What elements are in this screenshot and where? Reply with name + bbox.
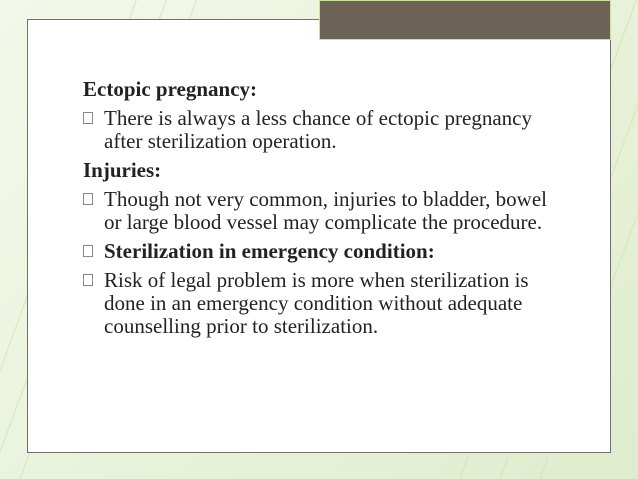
slide-title-bar bbox=[319, 0, 611, 40]
section-heading-ectopic: Ectopic pregnancy: bbox=[83, 77, 258, 101]
square-bullet-icon bbox=[83, 245, 93, 257]
bullet-item bbox=[83, 188, 563, 234]
bullet-item bbox=[83, 269, 563, 338]
bullet-text: Risk of legal problem is more when sterilization is done in an emergency condition without adequate counselling prior to sterilization. bbox=[104, 268, 529, 338]
bullet-item bbox=[83, 240, 563, 263]
square-bullet-icon bbox=[83, 274, 93, 286]
section-heading-injuries: Injuries: bbox=[83, 158, 162, 182]
square-bullet-icon bbox=[83, 193, 93, 205]
bullet-text: There is always a less chance of ectopic pregnancy after sterilization operation. bbox=[104, 106, 532, 153]
bullet-item bbox=[83, 107, 563, 153]
bullet-text: Sterilization in emergency condition: bbox=[104, 239, 435, 263]
slide-body bbox=[83, 78, 563, 344]
square-bullet-icon bbox=[83, 112, 93, 124]
bullet-text: Though not very common, injuries to bladder, bowel or large blood vessel may complicate the procedure. bbox=[104, 187, 547, 234]
